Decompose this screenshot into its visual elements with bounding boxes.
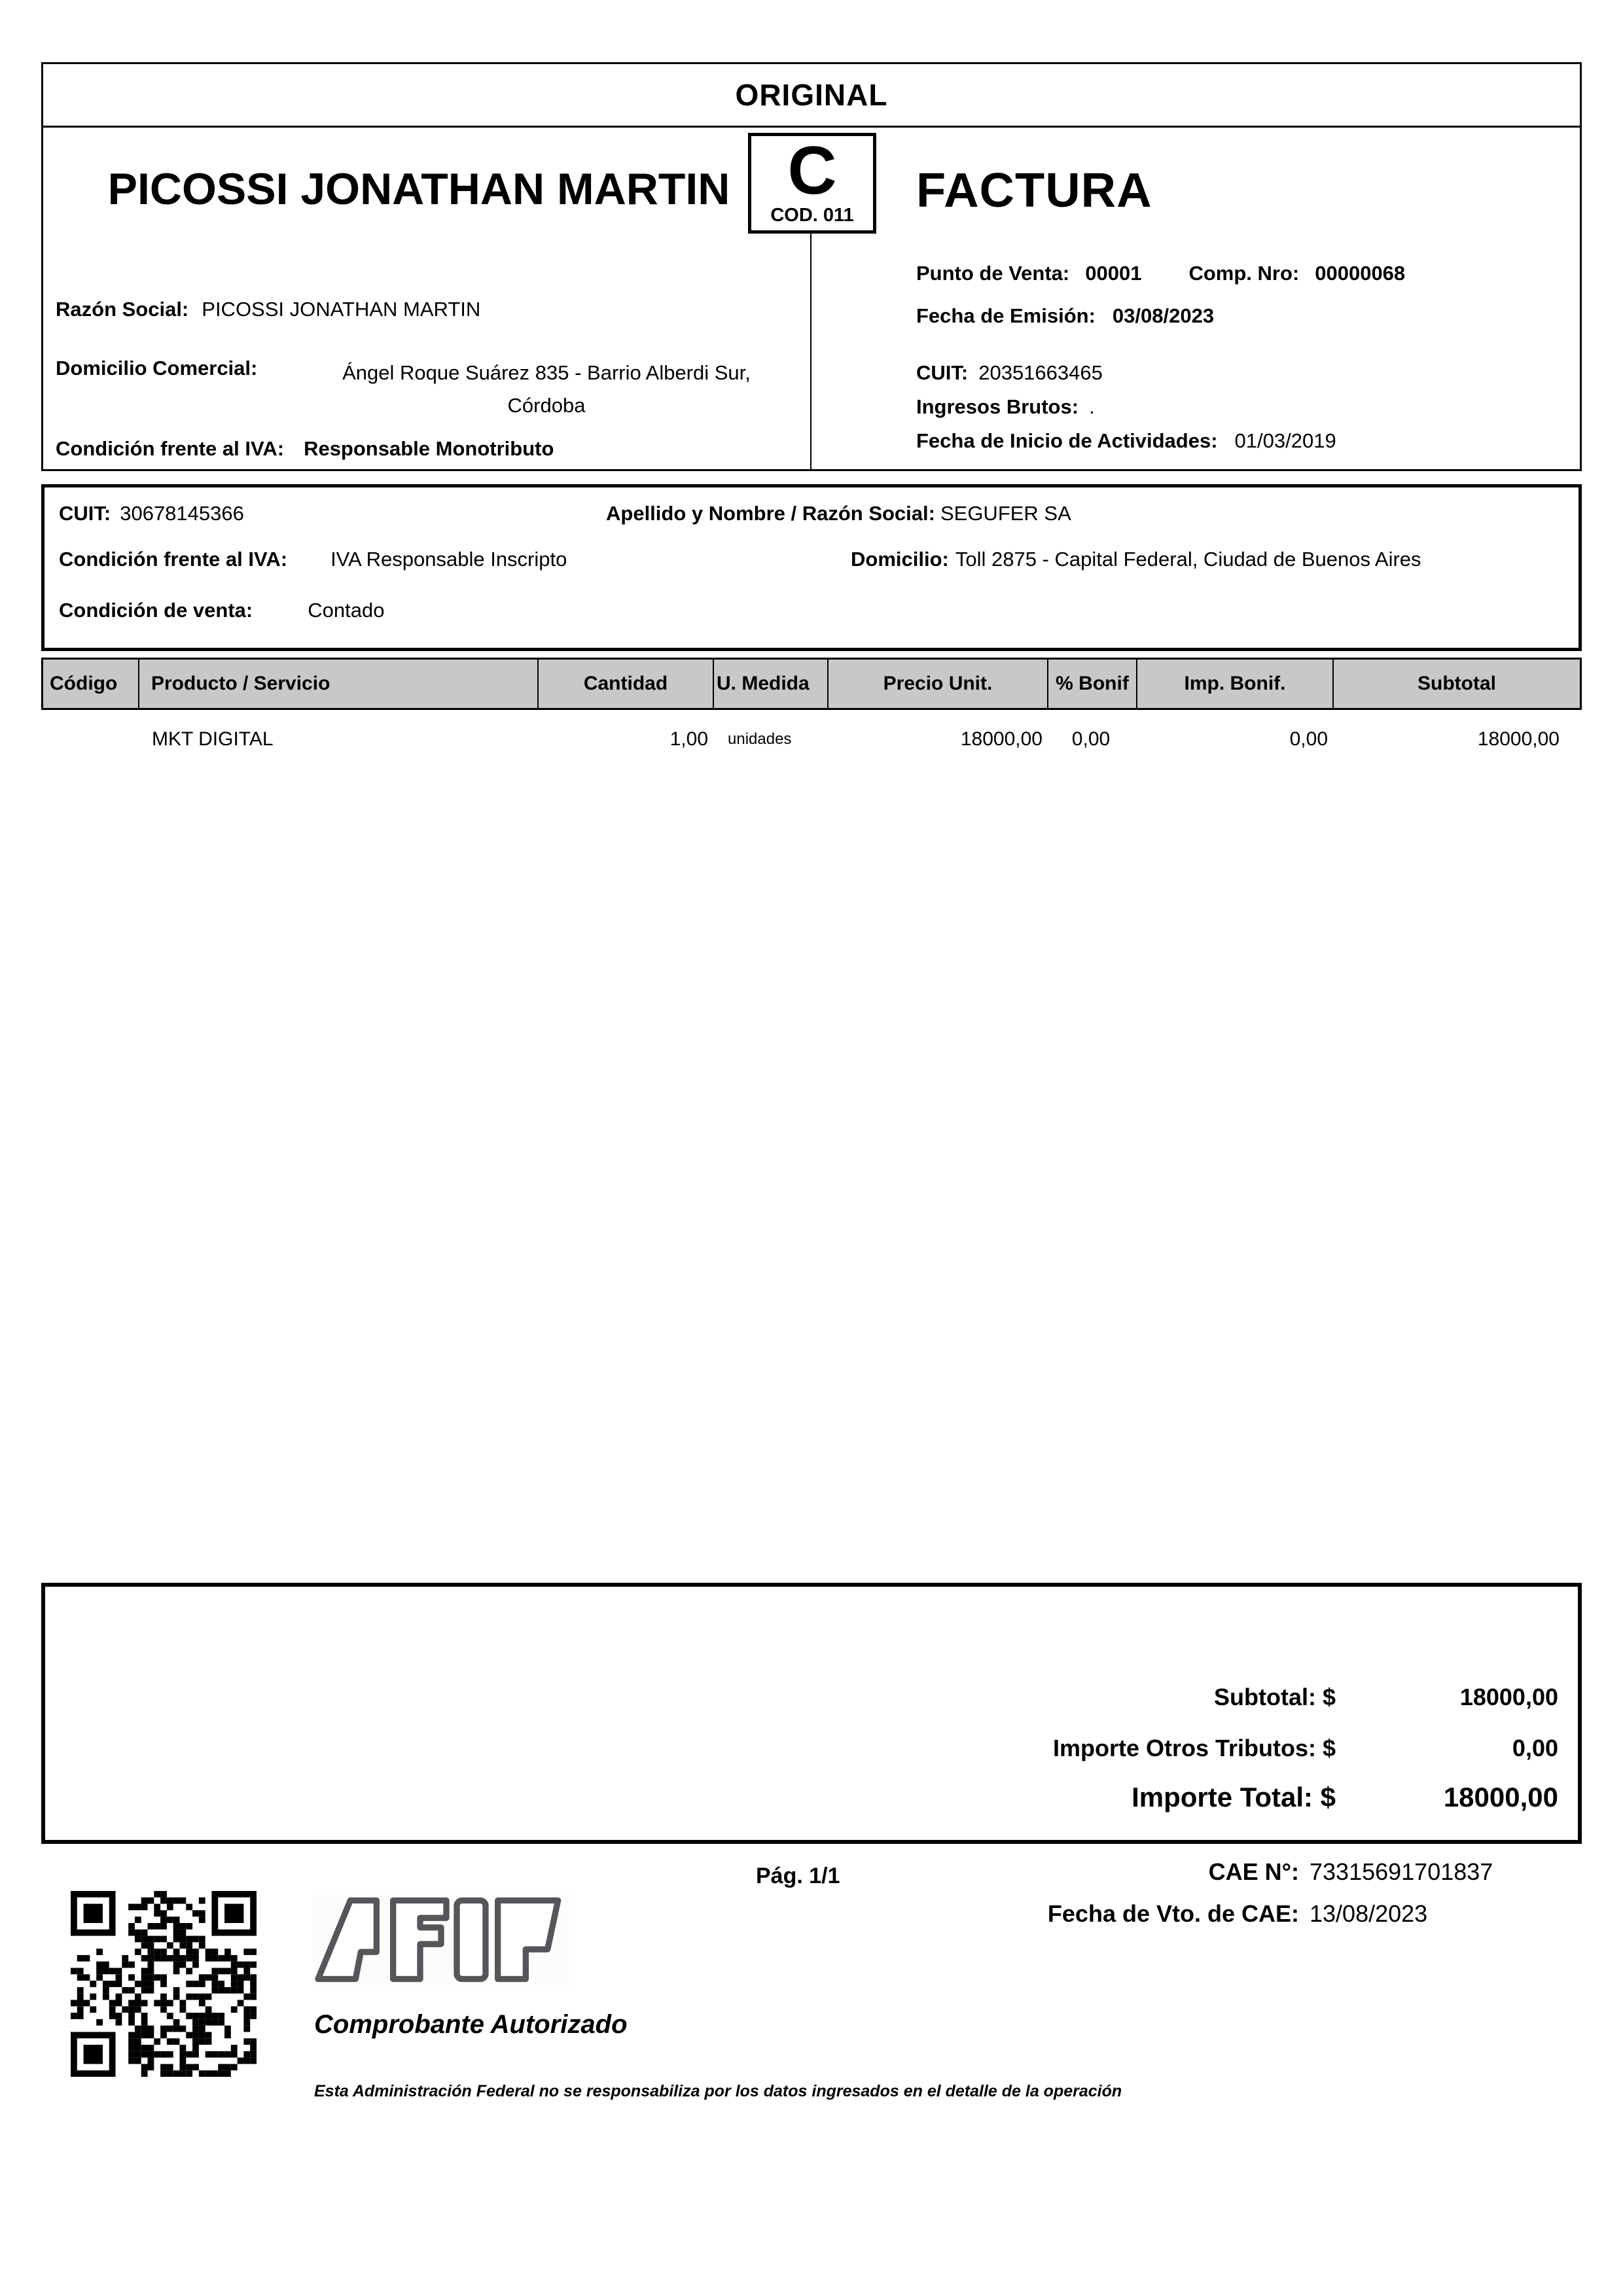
items-table-header bbox=[41, 658, 1582, 710]
customer-name-value: SEGUFER SA bbox=[940, 502, 1071, 525]
customer-condicion-iva-value: IVA Responsable Inscripto bbox=[330, 548, 567, 571]
invoice-type-box bbox=[748, 133, 876, 234]
fecha-emision-row bbox=[916, 304, 1214, 328]
cae-label: CAE N°: bbox=[1208, 1858, 1299, 1885]
issuer-cuit-value: 20351663465 bbox=[978, 361, 1103, 384]
issuer-condicion-iva-value: Responsable Monotributo bbox=[304, 437, 554, 460]
col-header-producto: Producto / Servicio bbox=[139, 660, 539, 708]
col-header-codigo: Código bbox=[43, 660, 139, 708]
cae-value: 73315691701837 bbox=[1310, 1858, 1493, 1885]
punto-venta-row bbox=[916, 262, 1405, 285]
customer-condicion-venta-label: Condición de venta: bbox=[59, 599, 253, 622]
customer-box bbox=[41, 484, 1582, 651]
cae-vto-label: Fecha de Vto. de CAE: bbox=[1047, 1900, 1299, 1927]
importe-total-value: 18000,00 bbox=[1443, 1782, 1558, 1812]
otros-tributos-row bbox=[1053, 1735, 1558, 1762]
page-number: Pág. 1/1 bbox=[756, 1863, 840, 1888]
customer-name-label: Apellido y Nombre / Razón Social: bbox=[606, 502, 935, 525]
customer-cuit-row bbox=[59, 502, 244, 525]
col-header-imp-bonif: Imp. Bonif. bbox=[1137, 660, 1334, 708]
item-cantidad: 1,00 bbox=[669, 728, 708, 750]
subtotal-label: Subtotal: $ bbox=[1214, 1684, 1336, 1710]
comp-nro-value: 00000068 bbox=[1315, 262, 1406, 285]
ingresos-brutos-value: . bbox=[1089, 395, 1095, 418]
customer-name-row bbox=[606, 502, 1071, 525]
invoice-type-letter: C bbox=[787, 132, 837, 209]
razon-social-label: Razón Social: bbox=[56, 298, 189, 321]
col-header-cantidad: Cantidad bbox=[539, 660, 714, 708]
subtotal-row bbox=[1214, 1684, 1558, 1711]
afip-disclaimer: Esta Administración Federal no se responsabiliza por los datos ingresados en el detalle de la operación bbox=[314, 2082, 1122, 2100]
copy-type-label: ORIGINAL bbox=[735, 78, 888, 112]
customer-condicion-venta-row bbox=[59, 599, 384, 622]
col-header-subtotal: Subtotal bbox=[1418, 673, 1496, 694]
inicio-actividades-row bbox=[916, 429, 1336, 453]
issuer-condicion-iva-row bbox=[56, 437, 554, 461]
col-header-precio-unit: Precio Unit. bbox=[829, 660, 1048, 708]
item-row bbox=[41, 725, 1582, 754]
header-vertical-divider bbox=[810, 232, 812, 471]
issuer-cuit-label: CUIT: bbox=[916, 361, 969, 384]
afip-logo bbox=[313, 1894, 575, 1985]
qr-code bbox=[71, 1891, 257, 2077]
customer-condicion-venta-value: Contado bbox=[308, 599, 385, 622]
item-producto: MKT DIGITAL bbox=[152, 728, 274, 750]
customer-domicilio-row bbox=[851, 548, 1421, 571]
customer-domicilio-label: Domicilio: bbox=[851, 548, 949, 571]
customer-condicion-iva-row bbox=[59, 548, 567, 571]
totals-box bbox=[41, 1583, 1582, 1844]
importe-total-label: Importe Total: $ bbox=[1132, 1782, 1336, 1812]
item-subtotal: 18000,00 bbox=[1477, 728, 1560, 750]
domicilio-comercial-value: Ángel Roque Suárez 835 - Barrio Alberdi Sur, Córdoba bbox=[342, 361, 751, 417]
comp-nro-label: Comp. Nro: bbox=[1188, 262, 1300, 285]
punto-venta-label: Punto de Venta: bbox=[916, 262, 1070, 285]
invoice-title: FACTURA bbox=[916, 163, 1152, 217]
col-header-bonif: % Bonif bbox=[1048, 660, 1137, 708]
subtotal-value: 18000,00 bbox=[1459, 1684, 1558, 1710]
customer-cuit-value: 30678145366 bbox=[120, 502, 244, 525]
customer-cuit-label: CUIT: bbox=[59, 502, 111, 525]
issuer-name: PICOSSI JONATHAN MARTIN bbox=[107, 164, 730, 214]
issuer-condicion-iva-label: Condición frente al IVA: bbox=[56, 437, 285, 460]
domicilio-comercial-label: Domicilio Comercial: bbox=[56, 357, 258, 380]
ingresos-brutos-row bbox=[916, 395, 1095, 419]
cae-vto-row bbox=[903, 1900, 1531, 1928]
otros-tributos-label: Importe Otros Tributos: $ bbox=[1052, 1735, 1336, 1761]
comprobante-autorizado-label: Comprobante Autorizado bbox=[314, 2010, 628, 2039]
razon-social-value: PICOSSI JONATHAN MARTIN bbox=[202, 298, 481, 321]
importe-total-row bbox=[1132, 1782, 1558, 1813]
fecha-emision-label: Fecha de Emisión: bbox=[916, 304, 1096, 327]
customer-domicilio-value: Toll 2875 - Capital Federal, Ciudad de Buenos Aires bbox=[955, 548, 1421, 571]
item-umedida: unidades bbox=[728, 730, 792, 748]
otros-tributos-value: 0,00 bbox=[1512, 1735, 1558, 1761]
col-header-umedida: U. Medida bbox=[714, 660, 829, 708]
item-codigo bbox=[41, 725, 137, 754]
inicio-actividades-value: 01/03/2019 bbox=[1234, 429, 1336, 452]
item-precio-unit: 18000,00 bbox=[960, 728, 1043, 750]
copy-type-banner bbox=[41, 62, 1582, 128]
item-bonif: 0,00 bbox=[1071, 728, 1111, 750]
cae-row bbox=[903, 1858, 1531, 1886]
inicio-actividades-label: Fecha de Inicio de Actividades: bbox=[916, 429, 1218, 452]
invoice-type-code: COD. 011 bbox=[770, 205, 854, 226]
customer-condicion-iva-label: Condición frente al IVA: bbox=[59, 548, 288, 571]
razon-social-row bbox=[56, 298, 480, 321]
fecha-emision-value: 03/08/2023 bbox=[1112, 304, 1215, 327]
cae-vto-value: 13/08/2023 bbox=[1310, 1900, 1428, 1927]
item-imp-bonif: 0,00 bbox=[1289, 728, 1328, 750]
issuer-cuit-row bbox=[916, 361, 1103, 385]
punto-venta-value: 00001 bbox=[1085, 262, 1142, 285]
ingresos-brutos-label: Ingresos Brutos: bbox=[916, 395, 1079, 418]
